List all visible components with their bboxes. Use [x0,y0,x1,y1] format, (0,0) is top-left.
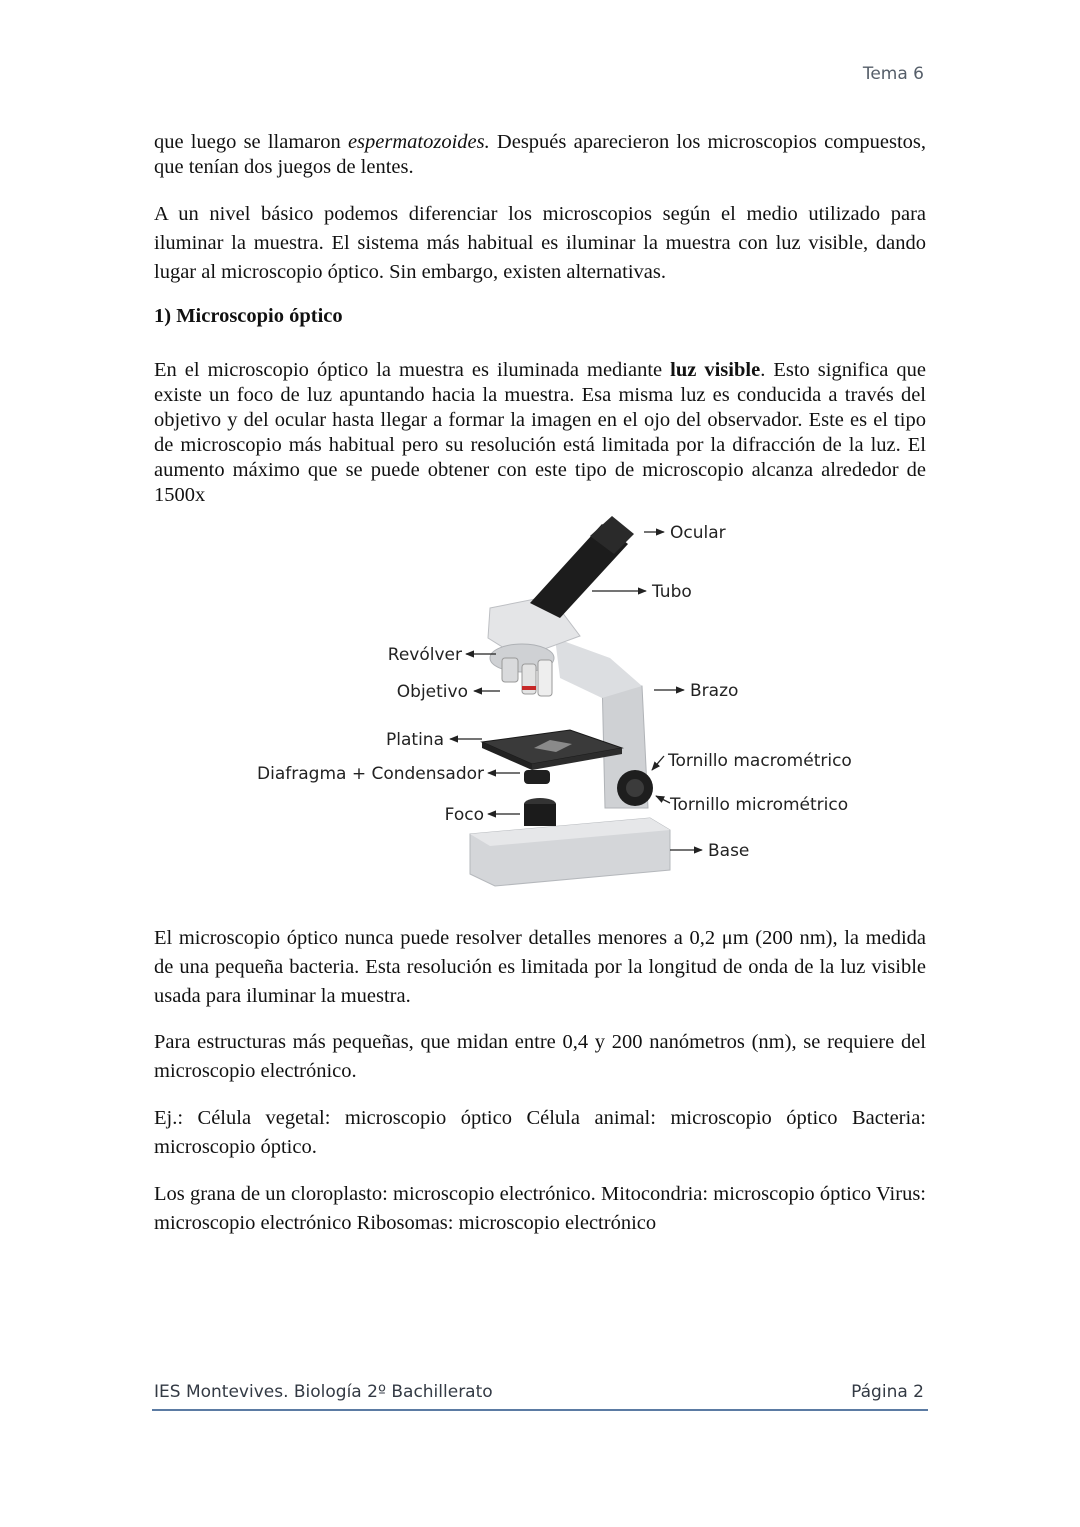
footer-school: IES Montevives. Biología 2º Bachillerato [154,1382,493,1402]
arrow-tornillo-macro [652,756,664,770]
footer-divider [152,1409,928,1411]
microscope-svg [250,508,890,903]
label-objetivo: Objetivo [396,682,468,702]
microscope-diagram [250,508,890,903]
body-paragraph-5: Ej.: Célula vegetal: microscopio óptico Célula animal: microscopio óptico Bacteria: microscopio óptico. [154,1107,926,1158]
body-paragraph-6: Los grana de un cloroplasto: microscopio electrónico. Mitocondria: microscopio óptico Virus: microscopio electrónico Ribosomas: microscopio electrónico [154,1183,926,1234]
intro-paragraph-2: A un nivel básico podemos diferenciar los microscopios según el medio utilizado para iluminar la muestra. El sistema más habitual es iluminar la muestra con luz visible, dando lugar al microscopio óptico. Sin embargo, existen alternativas. [154,203,926,283]
body-paragraph-4: Para estructuras más pequeñas, que midan entre 0,4 y 200 nanómetros (nm), se requiere del microscopio electrónico. [154,1031,926,1082]
arm-upper [555,638,642,698]
label-tubo: Tubo [652,582,692,602]
label-ocular: Ocular [670,523,726,543]
label-brazo: Brazo [690,681,739,701]
intro-paragraph-1 [154,130,926,180]
label-base: Base [708,841,750,861]
objective-ring [522,686,536,690]
label-platina: Platina [386,730,444,750]
header-topic: Tema 6 [862,64,924,84]
arrow-tornillo-micro [656,796,670,803]
light-body [524,804,556,826]
intro-text-a: que luego se llamaron [154,131,348,153]
section-text-a: En el microscopio óptico la muestra es iluminada mediante [154,359,671,381]
intro-text-b: Después aparecieron los microscopios compuestos, que tenían dos juegos de lentes. [154,131,926,178]
label-foco: Foco [444,805,484,825]
label-tornillo-macro: Tornillo macrométrico [668,751,852,771]
section-text-b: . Esto significa que existe un foco de luz apuntando hacia la muestra. Esa misma luz es conducida a través del objetivo y del ocular hasta llegar a formar la imagen en el ojo del observador. Este es el tipo de microscopio más habitual pero su resolución está limitada por la difracción de la luz. El aumento máximo que se puede obtener con este tipo de microscopio alcanza alrededor de 1500x [154,359,926,506]
label-revolver: Revólver [387,645,462,665]
label-diafragma: Diafragma + Condensador [257,764,484,784]
intro-italic-term: espermatozoides. [347,131,490,153]
section-paragraph [154,358,926,508]
microscope-illustration [470,516,670,886]
footer-page-number: Página 2 [851,1382,924,1402]
label-tornillo-micro: Tornillo micrométrico [670,795,849,815]
section-bold-term: luz visible [670,359,761,381]
objective-1 [502,658,518,682]
body-paragraph-3: El microscopio óptico nunca puede resolver detalles menores a 0,2 μm (200 nm), la medida de una pequeña bacteria. Esta resolución es limitada por la longitud de onda de la luz visible usada para iluminar la muestra. [154,927,926,1007]
condenser-shape [524,770,550,784]
focus-knob-inner [626,779,644,797]
section-heading: 1) Microscopio óptico [154,305,343,327]
objective-3 [538,660,552,696]
